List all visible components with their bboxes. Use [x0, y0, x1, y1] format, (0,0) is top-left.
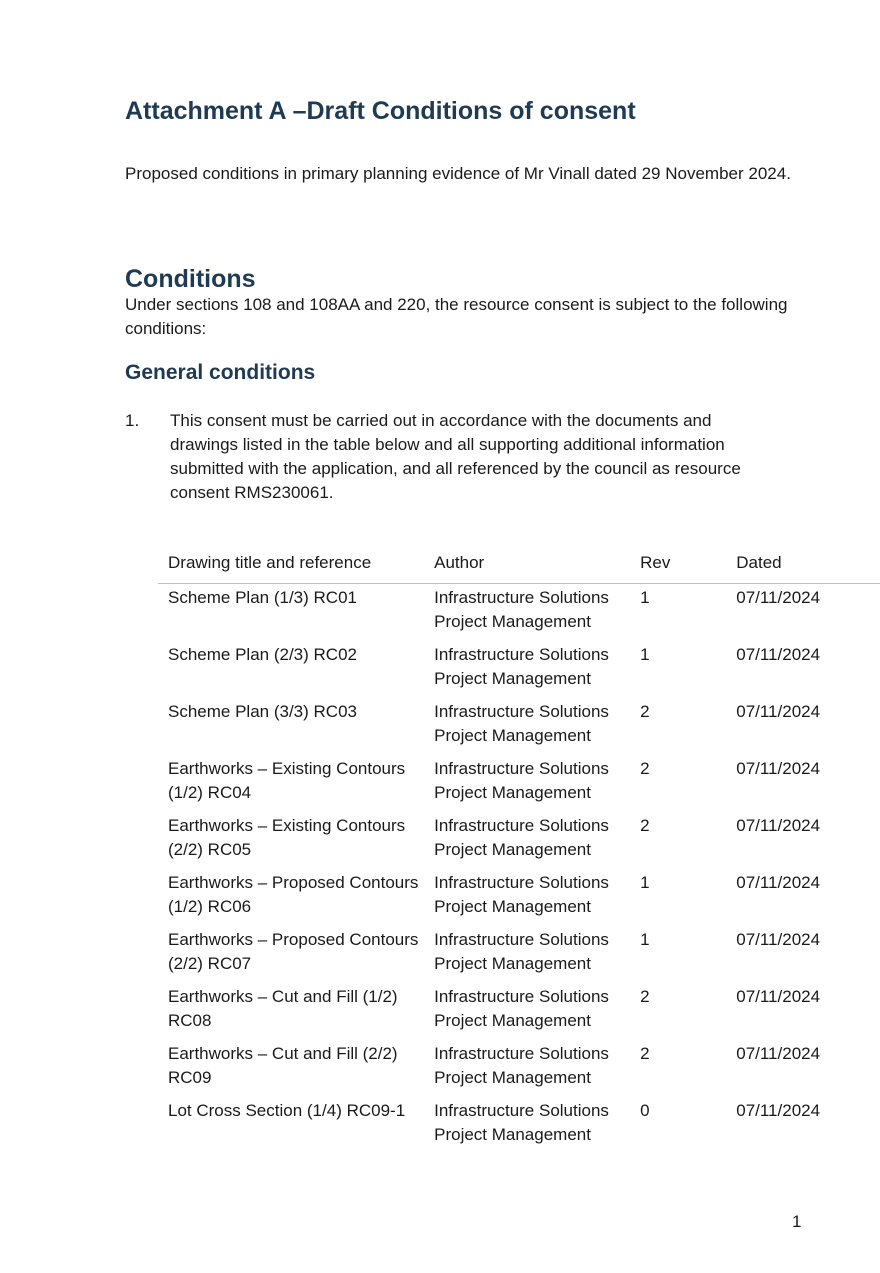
header-dated: Dated: [726, 551, 880, 584]
table-header-row: [158, 551, 880, 584]
cell-drawing-title: Earthworks – Existing Contours (1/2) RC04: [168, 759, 406, 802]
cell-author: Infrastructure Solutions Project Management: [434, 873, 609, 916]
table-row: [158, 983, 880, 1040]
general-conditions-heading: General conditions: [125, 361, 316, 384]
cell-drawing-title: Earthworks – Proposed Contours (2/2) RC07: [168, 930, 419, 973]
cell-author: Infrastructure Solutions Project Management: [434, 987, 609, 1030]
cell-dated: 07/11/2024: [736, 588, 821, 607]
cell-dated: 07/11/2024: [736, 1101, 821, 1120]
condition-number: 1.: [125, 411, 140, 430]
intro-paragraph: Proposed conditions in primary planning evidence of Mr Vinall dated 29 November 2024.: [125, 164, 791, 183]
cell-drawing-title: Earthworks – Existing Contours (2/2) RC05: [168, 816, 406, 859]
cell-dated: 07/11/2024: [736, 645, 821, 664]
cell-rev: 1: [640, 930, 650, 949]
table-row: [158, 926, 880, 983]
cell-dated: 07/11/2024: [736, 1044, 821, 1063]
cell-author: Infrastructure Solutions Project Management: [434, 1101, 609, 1144]
table-row: [158, 1040, 880, 1097]
cell-drawing-title: Earthworks – Proposed Contours (1/2) RC06: [168, 873, 419, 916]
cell-dated: 07/11/2024: [736, 702, 821, 721]
drawings-table: [158, 551, 880, 1154]
cell-author: Infrastructure Solutions Project Management: [434, 645, 609, 688]
cell-author: Infrastructure Solutions Project Management: [434, 759, 609, 802]
cell-rev: 2: [640, 816, 650, 835]
header-drawing-title: Drawing title and reference: [158, 551, 424, 584]
table-row: [158, 641, 880, 698]
table-row: [158, 812, 880, 869]
cell-author: Infrastructure Solutions Project Management: [434, 702, 609, 745]
cell-rev: 1: [640, 873, 650, 892]
table-row: [158, 584, 880, 642]
condition-text: This consent must be carried out in accordance with the documents and drawings listed in the table below and all supporting additional information submitted with the application, and all referenced by the council as resource consent RMS230061.: [170, 411, 741, 502]
cell-rev: 2: [640, 759, 650, 778]
conditions-heading: Conditions: [125, 265, 256, 293]
cell-drawing-title: Earthworks – Cut and Fill (2/2) RC09: [168, 1044, 398, 1087]
cell-dated: 07/11/2024: [736, 759, 821, 778]
cell-drawing-title: Lot Cross Section (1/4) RC09-1: [168, 1101, 406, 1120]
table-row: [158, 1097, 880, 1154]
table-row: [158, 698, 880, 755]
cell-dated: 07/11/2024: [736, 816, 821, 835]
cell-rev: 2: [640, 702, 650, 721]
cell-dated: 07/11/2024: [736, 930, 821, 949]
cell-drawing-title: Scheme Plan (3/3) RC03: [168, 702, 357, 721]
cell-author: Infrastructure Solutions Project Management: [434, 816, 609, 859]
cell-rev: 0: [640, 1101, 650, 1120]
header-rev: Rev: [630, 551, 726, 584]
cell-rev: 2: [640, 987, 650, 1006]
cell-dated: 07/11/2024: [736, 987, 821, 1006]
cell-author: Infrastructure Solutions Project Management: [434, 588, 609, 631]
table-row: [158, 869, 880, 926]
cell-author: Infrastructure Solutions Project Management: [434, 930, 609, 973]
cell-drawing-title: Scheme Plan (1/3) RC01: [168, 588, 357, 607]
header-author: Author: [424, 551, 630, 584]
cell-rev: 1: [640, 645, 650, 664]
cell-author: Infrastructure Solutions Project Management: [434, 1044, 609, 1087]
page-title: Attachment A –Draft Conditions of consent: [125, 97, 636, 125]
conditions-intro-text: Under sections 108 and 108AA and 220, the resource consent is subject to the following conditions:: [125, 295, 788, 338]
table-row: [158, 755, 880, 812]
cell-rev: 2: [640, 1044, 650, 1063]
page-number: 1: [792, 1212, 802, 1231]
cell-drawing-title: Scheme Plan (2/3) RC02: [168, 645, 357, 664]
cell-dated: 07/11/2024: [736, 873, 821, 892]
cell-rev: 1: [640, 588, 650, 607]
cell-drawing-title: Earthworks – Cut and Fill (1/2) RC08: [168, 987, 398, 1030]
